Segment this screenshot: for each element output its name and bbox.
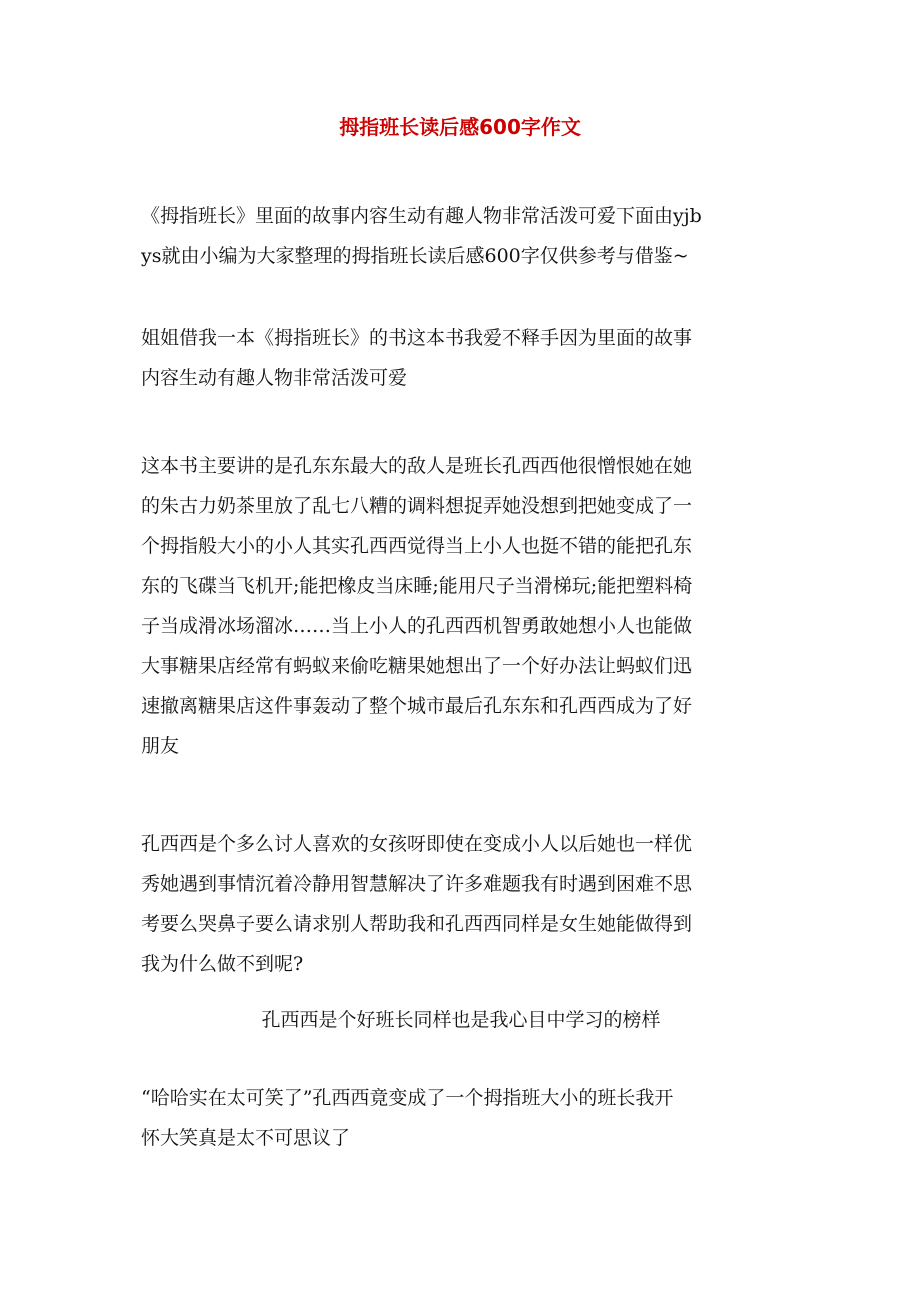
text-line: 怀大笑真是太不可思议了 [141, 1127, 351, 1149]
text-line: 速撤离糖果店这件事轰动了整个城市最后孔东东和孔西西成为了好 [141, 695, 693, 717]
paragraph-6 [141, 1078, 781, 1158]
paragraph-2 [141, 318, 781, 398]
text-line: ys就由小编为大家整理的拇指班长读后感600字仅供参考与借鉴~ [141, 245, 689, 267]
text-line: 孔西西是个多么讨人喜欢的女孩呀即使在变成小人以后她也一样优 [141, 833, 693, 855]
paragraph-3 [141, 446, 781, 766]
text-line: 东的飞碟当飞机开;能把橡皮当床睡;能用尺子当滑梯玩;能把塑料椅 [141, 575, 693, 597]
text-line: 《拇指班长》里面的故事内容生动有趣人物非常活泼可爱下面由yjb [141, 205, 702, 227]
text-line: 内容生动有趣人物非常活泼可爱 [141, 367, 408, 389]
text-line: 姐姐借我一本《拇指班长》的书这本书我爱不释手因为里面的故事 [141, 327, 693, 349]
text-line: 子当成滑冰场溜冰……当上小人的孔西西机智勇敢她想小人也能做 [141, 615, 693, 637]
text-line: “哈哈实在太可笑了”孔西西竟变成了一个拇指班大小的班长我开 [141, 1087, 674, 1109]
text-line: 朋友 [141, 735, 180, 757]
document-title: 拇指班长读后感600字作文 [339, 115, 581, 139]
paragraph-intro [141, 196, 781, 276]
text-line: 大事糖果店经常有蚂蚁来偷吃糖果她想出了一个好办法让蚂蚁们迅 [141, 655, 693, 677]
text-line: 我为什么做不到呢? [141, 953, 304, 975]
text-line: 秀她遇到事情沉着冷静用智慧解决了许多难题我有时遇到困难不思 [141, 873, 693, 895]
text-line: 的朱古力奶茶里放了乱七八糟的调料想捉弄她没想到把她变成了一 [141, 495, 693, 517]
text-line: 这本书主要讲的是孔东东最大的敌人是班长孔西西他很憎恨她在她 [141, 455, 693, 477]
paragraph-centered: 孔西西是个好班长同样也是我心目中学习的榜样 [261, 1009, 661, 1031]
text-line: 个拇指般大小的小人其实孔西西觉得当上小人也挺不错的能把孔东 [141, 535, 693, 557]
paragraph-4 [141, 824, 781, 984]
text-line: 考要么哭鼻子要么请求别人帮助我和孔西西同样是女生她能做得到 [141, 913, 693, 935]
